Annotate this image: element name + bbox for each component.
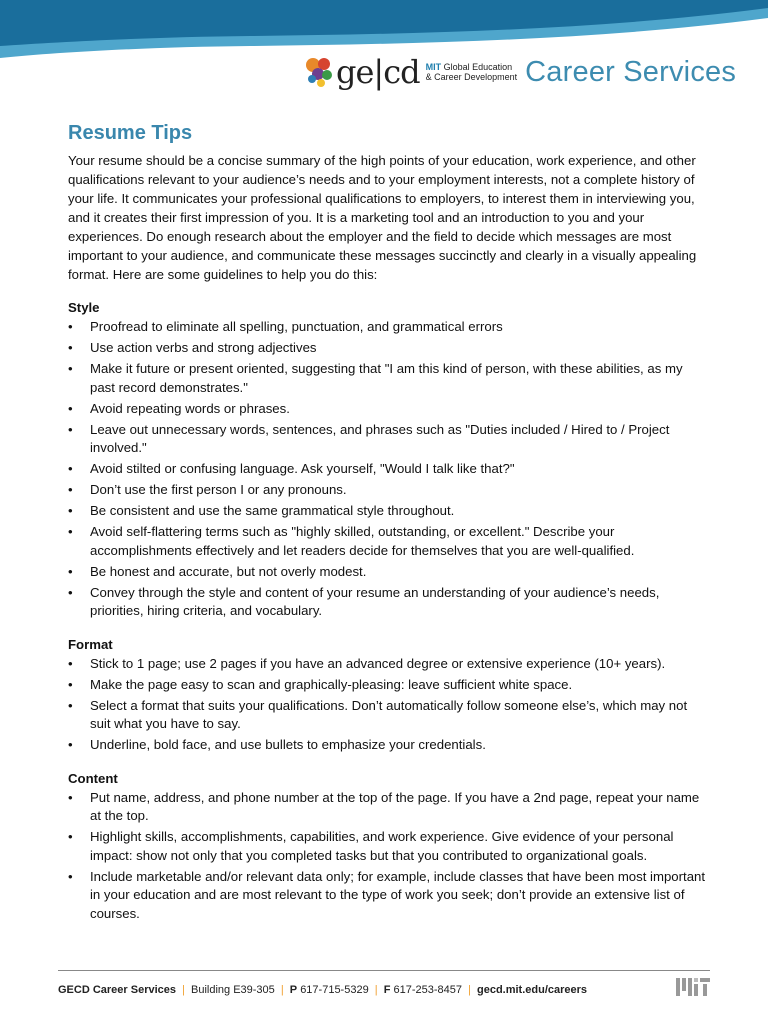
bullet-icon: •: [68, 676, 73, 692]
bullet-icon: •: [68, 789, 73, 805]
footer-building: Building E39-305: [191, 984, 275, 996]
tip-text: Underline, bold face, and use bullets to emphasize your credentials.: [90, 737, 486, 752]
sections-container: [68, 300, 708, 923]
document-body: [68, 122, 708, 926]
tip-text: Put name, address, and phone number at the top of the page. If you have a 2nd page, repeat your name at the top.: [90, 789, 700, 823]
footer-fax: 617-253-8457: [393, 984, 462, 996]
bullet-icon: •: [68, 524, 73, 539]
section-heading-style: Style: [68, 300, 100, 315]
footer-phone: 617-715-5329: [300, 984, 369, 996]
tip-item: [68, 697, 708, 734]
tip-text: Leave out unnecessary words, sentences, and phrases such as "Duties included / Hired to / Project involved.": [90, 421, 670, 455]
tip-item: [68, 655, 708, 674]
bullet-icon: •: [68, 584, 73, 600]
bullet-icon: •: [68, 400, 73, 416]
tip-item: [68, 502, 708, 521]
bullet-icon: •: [68, 655, 73, 671]
bullet-icon: •: [68, 340, 73, 355]
gecd-logo: [304, 46, 736, 98]
tip-text: Avoid self-flattering terms such as "highly skilled, outstanding, or excellent." Describe your accomplishments effectively and let readers decide for themselves that you are well-qualified.: [90, 524, 635, 558]
tip-item: [68, 789, 708, 826]
tip-item: [68, 481, 708, 500]
gecd-wordmark: ge|cd: [336, 53, 420, 91]
tip-item: [68, 360, 708, 397]
footer-divider: [58, 970, 710, 971]
mit-logo: [676, 978, 710, 996]
tip-text: Make the page easy to scan and graphically-pleasing: leave sufficient white space.: [90, 676, 573, 692]
tip-item: [68, 421, 708, 458]
tip-item: [68, 460, 708, 479]
tip-text: Proofread to eliminate all spelling, punctuation, and grammatical errors: [90, 319, 503, 334]
tip-item: [68, 828, 708, 865]
tip-item: [68, 400, 708, 419]
page-title: Resume Tips: [68, 122, 193, 144]
intro-paragraph: Your resume should be a concise summary of the high points of your education, work experience, and other qualifications relevant to your audience’s needs and to your employment interests, not a complete history of your life. It communicates your professional qualifications to employers, to interest them in interviewing you, and it creates their first impression of you. It is a marketing tool and an introduction to you and your experiences. Do enough research about the employer and the field to decide which messages are most important to your audience, and communicate these messages succinctly and clearly in a visually appealing format. Here are some guidelines to help you do this:: [68, 153, 697, 282]
bullet-icon: •: [68, 503, 73, 518]
gecd-subtitle: MIT Global Education & Career Development: [425, 62, 518, 82]
bullet-icon: •: [68, 421, 73, 437]
tip-item: [68, 523, 708, 560]
tips-list-content: [68, 789, 708, 924]
tip-text: Make it future or present oriented, suggesting that "I am this kind of person, with these abilities, as my past record demonstrates.": [90, 361, 683, 395]
bullet-icon: •: [68, 829, 73, 844]
footer-org: GECD Career Services: [58, 984, 177, 996]
tip-text: Highlight skills, accomplishments, capabilities, and work experience. Give evidence of your personal impact: show not only that you completed tasks but that you contributed to organizational goals.: [90, 829, 674, 863]
brand-title: Career Services: [525, 55, 737, 88]
section-heading-content: Content: [68, 770, 118, 786]
tip-text: Be honest and accurate, but not overly modest.: [90, 563, 367, 579]
bullet-icon: •: [68, 563, 73, 579]
tip-item: [68, 584, 708, 621]
tips-list-style: [68, 318, 708, 621]
footer-contact: GECD Career Services | Building E39-305 | P 617-715-5329 | F 617-253-8457 | gecd.mit.edu/careers: [58, 984, 588, 996]
tip-text: Avoid stilted or confusing language. Ask yourself, "Would I talk like that?": [90, 461, 515, 476]
tip-item: [68, 339, 708, 358]
tip-text: Select a format that suits your qualifications. Don’t automatically follow someone else’s, which may not suit what you have to say.: [90, 697, 688, 731]
tip-text: Use action verbs and strong adjectives: [90, 340, 317, 355]
bullet-icon: •: [68, 461, 73, 476]
tip-text: Stick to 1 page; use 2 pages if you have an advanced degree or extensive experience (10+ years).: [90, 655, 666, 671]
section-heading-format: Format: [68, 636, 113, 652]
tips-list-format: [68, 655, 708, 755]
bullet-icon: •: [68, 361, 73, 376]
bullet-icon: •: [68, 482, 73, 497]
footer-website-link[interactable]: gecd.mit.edu/careers: [476, 984, 588, 996]
tip-item: [68, 563, 708, 582]
tip-text: Don’t use the first person I or any pronouns.: [90, 482, 347, 497]
tip-text: Convey through the style and content of your resume an understanding of your audience’s needs, priorities, hiring criteria, and vocabulary.: [90, 584, 660, 618]
bullet-icon: •: [68, 697, 73, 713]
tip-item: [68, 868, 708, 924]
tip-text: Be consistent and use the same grammatical style throughout.: [90, 503, 455, 518]
tip-text: Avoid repeating words or phrases.: [90, 400, 290, 416]
bullet-icon: •: [68, 737, 73, 752]
tip-item: [68, 676, 708, 695]
bullet-icon: •: [68, 319, 73, 334]
tip-item: [68, 736, 708, 755]
tip-item: [68, 318, 708, 337]
gecd-logo-icon: [304, 55, 334, 89]
tip-text: Include marketable and/or relevant data only; for example, include classes that have been most important in your education and are most relevant to the type of work you seek; don’t provide an extensive list of courses.: [90, 868, 706, 921]
bullet-icon: •: [68, 868, 73, 884]
